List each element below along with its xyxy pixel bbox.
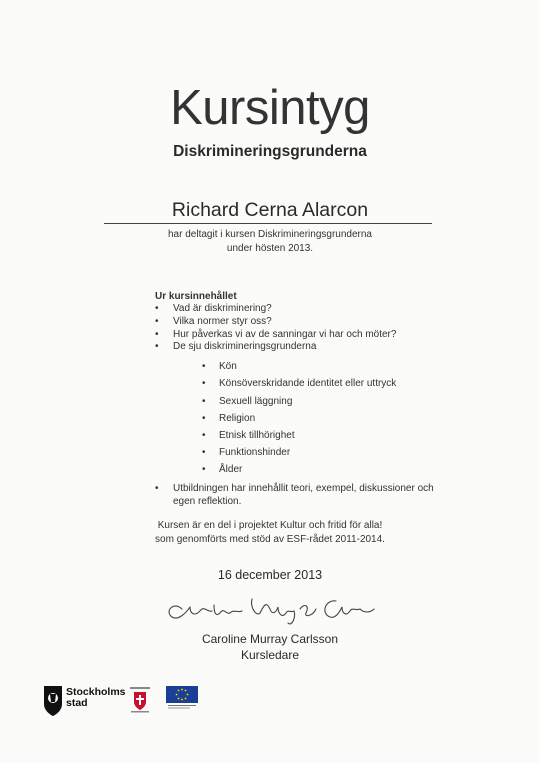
botkyrka-logo-icon	[128, 686, 152, 714]
course-content	[155, 290, 455, 509]
signer-block	[0, 631, 540, 663]
ground-item: • Etnisk tillhörighet	[202, 427, 455, 444]
recipient-name: Richard Cerna Alarcon	[171, 199, 369, 221]
ground-item: • Ålder	[202, 461, 455, 478]
topic-list	[155, 303, 455, 354]
ground-item: • Kön	[202, 358, 455, 375]
ground-item: • Sexuell läggning	[202, 393, 455, 410]
eu-flag-icon	[166, 686, 198, 710]
issue-date: 16 december 2013	[217, 568, 323, 582]
project-line-1: Kursen är en del i projektet Kultur och fritid för alla!	[157, 520, 383, 531]
name-underline	[104, 223, 432, 224]
certificate-subtitle: Diskrimineringsgrunderna	[173, 143, 367, 160]
project-line-2: som genomförts med stöd av ESF-rådet 2011-2014.	[155, 534, 385, 545]
participation-line-1: har deltagit i kursen Diskrimineringsgrunderna	[168, 229, 372, 240]
participation-statement	[0, 228, 540, 256]
topic-item: • De sju diskrimineringsgrunderna	[155, 341, 455, 354]
topic-item: • Hur påverkas vi av de sanningar vi har och möter?	[155, 329, 455, 342]
course-note: • Utbildningen har innehållit teori, exempel, diskussioner och egen reflektion.	[155, 482, 455, 509]
signer-role: Kursledare	[240, 648, 300, 662]
ground-item: • Könsöverskridande identitet eller uttryck	[202, 375, 455, 392]
stockholm-logo-text: Stockholms stad	[66, 686, 126, 709]
certificate-title: Kursintyg	[170, 81, 370, 135]
participation-line-2: under hösten 2013.	[226, 243, 314, 254]
course-content-heading: Ur kursinnehållet	[155, 291, 237, 302]
signer-name: Caroline Murray Carlsson	[201, 632, 339, 646]
ground-item: • Religion	[202, 410, 455, 427]
topic-item: • Vad är diskriminering?	[155, 303, 455, 316]
topic-item: • Vilka normer styr oss?	[155, 316, 455, 329]
discrimination-grounds-list	[155, 358, 455, 478]
project-statement	[0, 519, 540, 547]
ground-item: • Funktionshinder	[202, 444, 455, 461]
handwritten-signature	[160, 583, 385, 631]
